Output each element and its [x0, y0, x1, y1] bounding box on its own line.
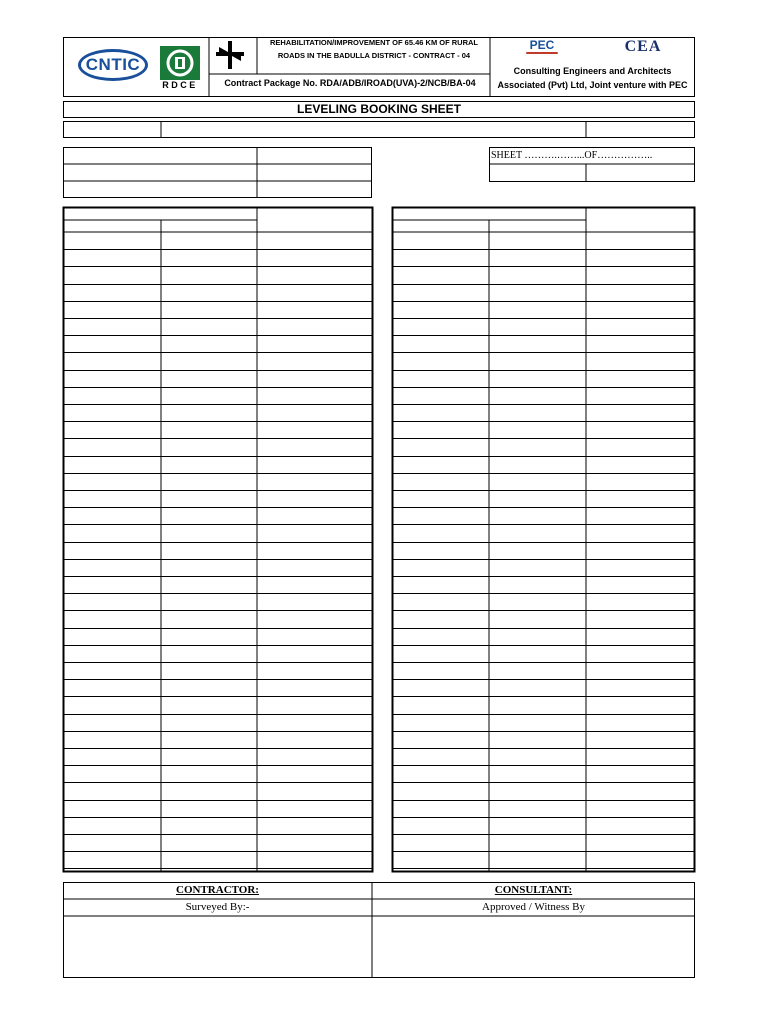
surveyed-by-label: Surveyed By:-: [185, 901, 250, 913]
right-booking-table: [393, 208, 695, 872]
sheet-number-field: SHEET ……….……...OF……………..: [491, 150, 653, 161]
consultant-name: Consulting Engineers and Architects Associated (Pvt) Ltd, Joint venture with PEC: [497, 66, 688, 90]
cntic-logo: CNTIC: [78, 49, 148, 81]
consultant-label: CONSULTANT:: [494, 884, 573, 896]
approved-by-label: Approved / Witness By: [482, 901, 585, 913]
rdce-logo-label: RDCE: [162, 80, 198, 90]
contract-package: Contract Package No. RDA/ADB/IROAD(UVA)-2/NCB/BA-04: [224, 78, 476, 88]
contractor-label: CONTRACTOR:: [176, 884, 259, 896]
cea-logo: CEA: [624, 38, 662, 55]
project-title: REHABILITATION/IMPROVEMENT OF 65.46 KM OF RURAL ROADS IN THE BADULLA DISTRICT - CONTRACT - 04: [269, 38, 479, 60]
sheet-title: LEVELING BOOKING SHEET: [63, 101, 695, 118]
left-booking-table: [64, 208, 373, 872]
pec-logo: PEC: [522, 38, 562, 54]
